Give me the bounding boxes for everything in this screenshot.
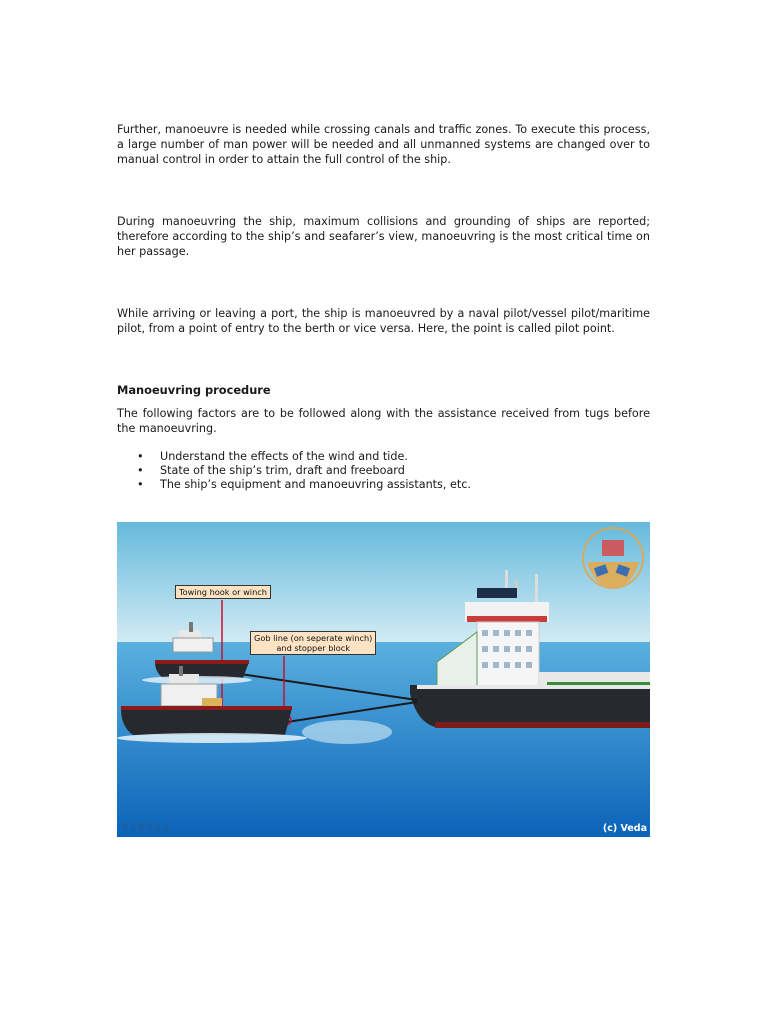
tug-towing-illustration xyxy=(117,522,650,837)
list-item-text: State of the ship’s trim, draft and freeboard xyxy=(160,463,405,477)
gob-line-label xyxy=(250,631,376,655)
bullet-icon: • xyxy=(137,477,144,491)
paragraph-canals: Further, manoeuvre is needed while crossing canals and traffic zones. To execute this process, a large number of man power will be needed and all unmanned systems are changed over to manual control in order to attain the full control of the ship. xyxy=(117,123,650,166)
ship-hull xyxy=(410,685,650,727)
list-item xyxy=(117,450,650,464)
paragraph-collisions: During manoeuvring the ship, maximum collisions and grounding of ships are reported; therefore according to the ship’s and seafarer’s view, manoeuvring is the most critical time on her passage. xyxy=(117,215,650,258)
image-id-watermark: 718032 xyxy=(121,821,170,834)
list-item-text: The ship’s equipment and manoeuvring assistants, etc. xyxy=(160,477,471,491)
section-heading: Manoeuvring procedure xyxy=(117,383,271,397)
bullet-icon: • xyxy=(137,463,144,477)
gob-line-label-line1: Gob line (on seperate winch) xyxy=(254,633,373,643)
copyright-text: (c) Veda xyxy=(602,823,647,834)
bullet-icon: • xyxy=(137,450,144,463)
factor-list xyxy=(117,450,650,491)
list-item-text: Understand the effects of the wind and tide. xyxy=(160,450,408,463)
paragraph-pilot-point: While arriving or leaving a port, the ship is manoeuvred by a naval pilot/vessel pilot/maritime pilot, from a point of entry to the berth or vice versa. Here, the point is called pilot point. xyxy=(117,307,650,335)
illustration-canvas xyxy=(117,522,650,837)
towing-hook-label: Towing hook or winch xyxy=(175,585,271,599)
section-intro: The following factors are to be followed along with the assistance received from tugs before the manoeuvring. xyxy=(117,407,650,435)
list-item xyxy=(117,478,650,492)
sky xyxy=(117,522,650,644)
gob-line-label-line2: and stopper block xyxy=(276,643,350,653)
list-item xyxy=(117,464,650,478)
wake xyxy=(302,720,392,744)
